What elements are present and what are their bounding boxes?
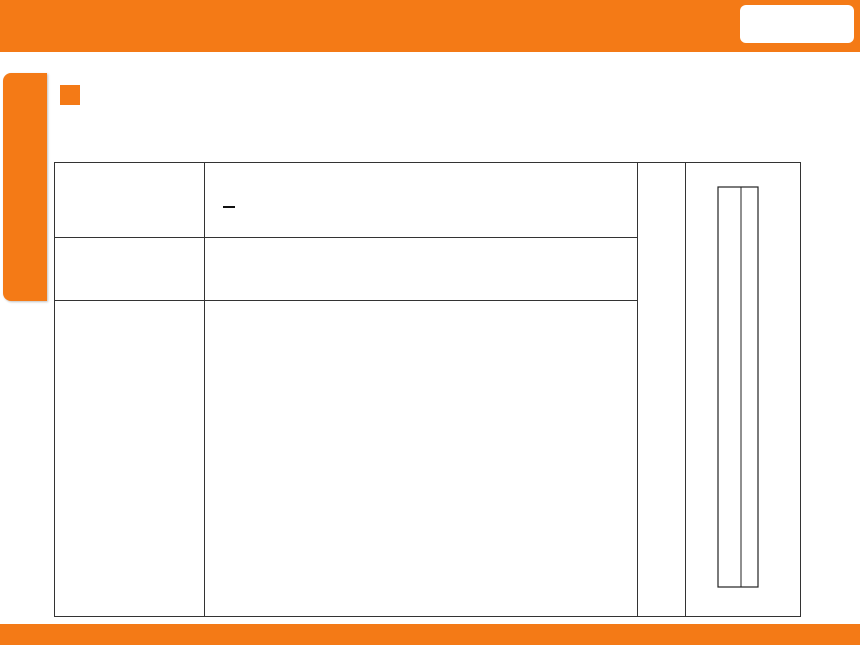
key-point-heading xyxy=(60,80,110,112)
sidebar-tab[interactable] xyxy=(3,73,47,301)
equipment-label xyxy=(55,238,205,301)
footer-bar xyxy=(0,624,860,645)
principle-formula xyxy=(205,163,638,238)
orange-square-icon xyxy=(60,85,80,105)
experiment-table xyxy=(54,162,801,617)
header-bar xyxy=(0,0,860,52)
steps-label xyxy=(55,301,205,617)
principle-label xyxy=(55,163,205,238)
steps-text xyxy=(205,301,638,617)
ruler-figure xyxy=(708,185,778,590)
apparatus-label-cell xyxy=(638,163,686,617)
equipment-value xyxy=(205,238,638,301)
back-to-contents-button[interactable] xyxy=(740,5,854,43)
apparatus-image-cell xyxy=(686,163,801,617)
